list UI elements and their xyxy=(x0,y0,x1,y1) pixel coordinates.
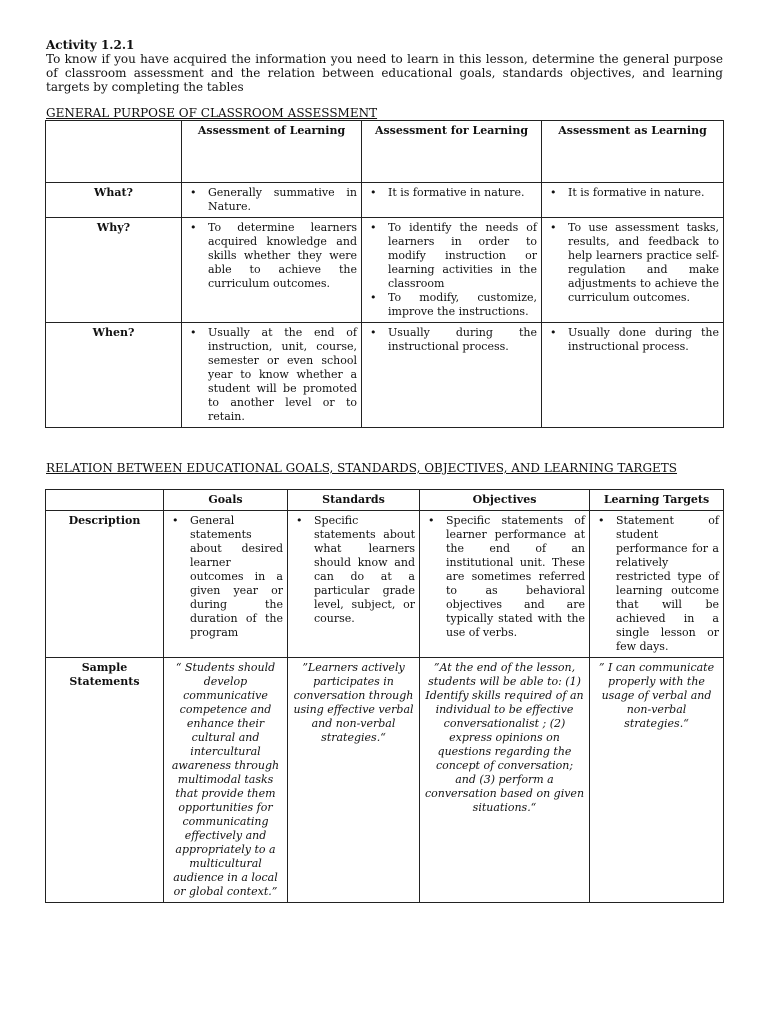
header-assessment-as-learning: Assessment as Learning xyxy=(542,121,724,183)
sample-targets: ” I can communicate properly with the usage of verbal and non-verbal strategies.“ xyxy=(590,658,724,903)
header-assessment-for-learning: Assessment for Learning xyxy=(362,121,542,183)
header-standards: Standards xyxy=(288,490,420,511)
activity-title: Activity 1.2.1 xyxy=(46,38,135,52)
bullet-item: • To modify, customize, improve the instructions. xyxy=(388,291,537,319)
bullet-item: • Usually done during the instructional process. xyxy=(568,326,719,354)
row-label-sample-statements: Sample Statements xyxy=(46,658,164,903)
cell-desc-targets xyxy=(590,511,724,658)
sample-standards: ”Learners actively participates in conversation through using effective verbal and non-verbal strategies.“ xyxy=(288,658,420,903)
row-label-what: What? xyxy=(46,183,182,218)
table1-row-when xyxy=(46,323,724,428)
cell-why-for xyxy=(362,218,542,323)
table2-header-corner xyxy=(46,490,164,511)
cell-desc-objectives xyxy=(420,511,590,658)
cell-when-as xyxy=(542,323,724,428)
header-goals: Goals xyxy=(164,490,288,511)
cell-when-for xyxy=(362,323,542,428)
goals-standards-objectives-table xyxy=(45,489,724,903)
cell-what-for xyxy=(362,183,542,218)
bullet-item: • Specific statements of learner performance at the end of an institutional unit. These are sometimes referred to as behavioral objectives and are typically stated with the use of verbs. xyxy=(446,514,585,640)
cell-what-of xyxy=(182,183,362,218)
table1-header-row xyxy=(46,121,724,183)
cell-desc-standards xyxy=(288,511,420,658)
bullet-item: • Usually during the instructional process. xyxy=(388,326,537,354)
cell-desc-goals xyxy=(164,511,288,658)
bullet-item: • Generally summative in Nature. xyxy=(208,186,357,214)
row-label-description: Description xyxy=(46,511,164,658)
table2-header-row xyxy=(46,490,724,511)
header-objectives: Objectives xyxy=(420,490,590,511)
header-assessment-of-learning: Assessment of Learning xyxy=(182,121,362,183)
classroom-assessment-table xyxy=(45,120,724,428)
sample-goals: “ Students should develop communicative competence and enhance their cultural and intercultural awareness through multimodal tasks that provide them opportunities for communicating effectively and appropriately to a multicultural audience in a local or global context.” xyxy=(164,658,288,903)
bullet-item: • To determine learners acquired knowledge and skills whether they were able to achieve the curriculum outcomes. xyxy=(208,221,357,291)
table1-row-why xyxy=(46,218,724,323)
bullet-item: • Usually at the end of instruction, unit, course, semester or even school year to know whether a student will be promoted to another level or to retain. xyxy=(208,326,357,424)
activity-instructions: To know if you have acquired the information you need to learn in this lesson, determine the general purpose of classroom assessment and the relation between educational goals, standards objectives, and learning targets by completing the tables xyxy=(46,52,723,94)
bullet-item: • To use assessment tasks, results, and feedback to help learners practice self-regulation and make adjustments to achieve the curriculum outcomes. xyxy=(568,221,719,305)
bullet-item: • To identify the needs of learners in order to modify instruction or learning activities in the classroom xyxy=(388,221,537,291)
bullet-item: • General statements about desired learner outcomes in a given year or during the duration of the program xyxy=(190,514,283,640)
cell-what-as xyxy=(542,183,724,218)
header-learning-targets: Learning Targets xyxy=(590,490,724,511)
bullet-item: • It is formative in nature. xyxy=(568,186,719,200)
sample-objectives: ”At the end of the lesson, students will be able to: (1) Identify skills required of an individual to be effective conversationalist ; (2) express opinions on questions regarding the concept of conversation; and (3) perform a conversation based on given situations.“ xyxy=(420,658,590,903)
table1-row-what xyxy=(46,183,724,218)
bullet-item: • It is formative in nature. xyxy=(388,186,537,200)
bullet-item: • Statement of student performance for a relatively restricted type of learning outcome that will be achieved in a single lesson or few days. xyxy=(616,514,719,654)
table2-row-description xyxy=(46,511,724,658)
table1-heading: GENERAL PURPOSE OF CLASSROOM ASSESSMENT xyxy=(46,106,378,120)
cell-when-of xyxy=(182,323,362,428)
cell-why-as xyxy=(542,218,724,323)
table2-row-samples xyxy=(46,658,724,903)
row-label-why: Why? xyxy=(46,218,182,323)
table1-header-corner xyxy=(46,121,182,183)
cell-why-of xyxy=(182,218,362,323)
bullet-item: • Specific statements about what learners should know and can do at a particular grade level, subject, or course. xyxy=(314,514,415,626)
table2-heading: RELATION BETWEEN EDUCATIONAL GOALS, STANDARDS, OBJECTIVES, AND LEARNING TARGETS xyxy=(46,461,678,475)
row-label-when: When? xyxy=(46,323,182,428)
